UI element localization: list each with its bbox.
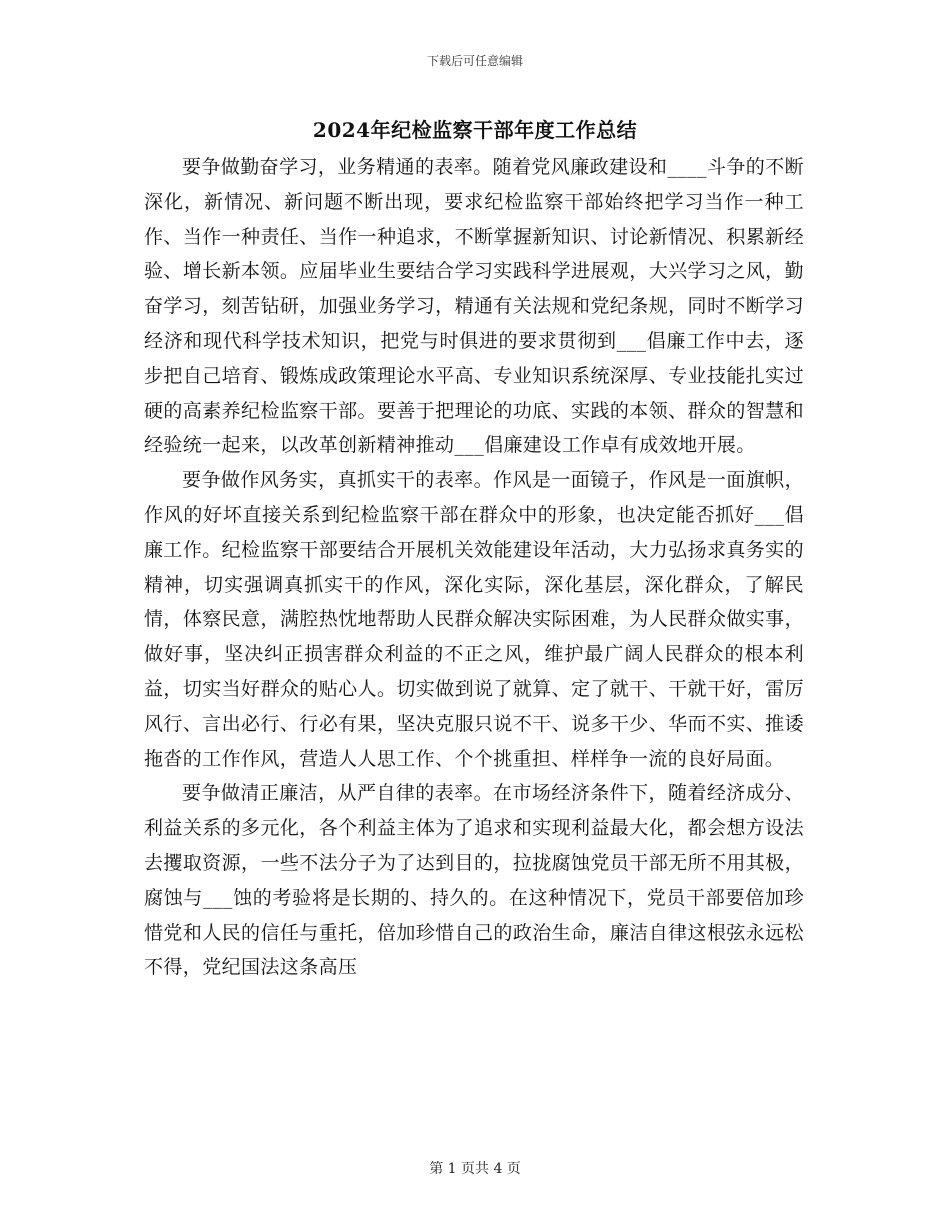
paragraph-integrity: 要争做清正廉洁，从严自律的表率。在市场经济条件下，随着经济成分、利益关系的多元化，各个利益主体为了追求和实现利益最大化，都会想方设法去攫取资源，一些不法分子为了达到目的，拉拢腐蚀党员干部无所不用其极，腐蚀与___蚀的考验将是长期的、持久的。在这种情况下，党员干部要倍加珍惜党和人民的信任与重托，倍加珍惜自己的政治生命，廉洁自律这根弦永远松不得，党纪国法这条高压 [144,782,804,979]
paragraph-study: 要争做勤奋学习，业务精通的表率。随着党风廉政建设和____斗争的不断深化，新情况、新问题不断出现，要求纪检监察干部始终把学习当作一种工作、当作一种责任、当作一种追求，不断掌握新知识、讨论新情况、积累新经验、增长新本领。应届毕业生要结合学习实践科学进展观，大兴学习之风，勤奋学习，刻苦钻研，加强业务学习，精通有关法规和党纪条规，同时不断学习经济和现代科学技术知识，把党与时俱进的要求贯彻到___倡廉工作中去，逐步把自己培育、锻炼成政策理论水平高、专业知识系统深厚、专业技能扎实过硬的高素养纪检监察干部。要善于把理论的功底、实践的本领、群众的智慧和经验统一起来，以改革创新精神推动___倡廉建设工作卓有成效地开展。 [144,156,804,457]
document-body [144,150,804,985]
paragraph-work-style: 要争做作风务实，真抓实干的表率。作风是一面镜子，作风是一面旗帜，作风的好坏直接关系到纪检监察干部在群众中的形象，也决定能否抓好___倡廉工作。纪检监察干部要结合开展机关效能建设年活动，大力弘扬求真务实的精神，切实强调真抓实干的作风，深化实际，深化基层，深化群众，了解民情，体察民意，满腔热忱地帮助人民群众解决实际困难，为人民群众做实事，做好事，坚决纠正损害群众利益的不正之风，维护最广阔人民群众的根本利益，切实当好群众的贴心人。切实做到说了就算、定了就干、干就干好，雷厉风行、言出必行、行必有果，坚决克服只说不干、说多干少、华而不实、推诿拖沓的工作作风，营造人人思工作、个个挑重担、样样争一流的良好局面。 [144,469,804,770]
page-number: 第 1 页共 4 页 [429,1161,521,1177]
header-note: 下载后可任意编辑 [426,54,523,68]
document-title: 2024年纪检监察干部年度工作总结 [312,118,638,142]
